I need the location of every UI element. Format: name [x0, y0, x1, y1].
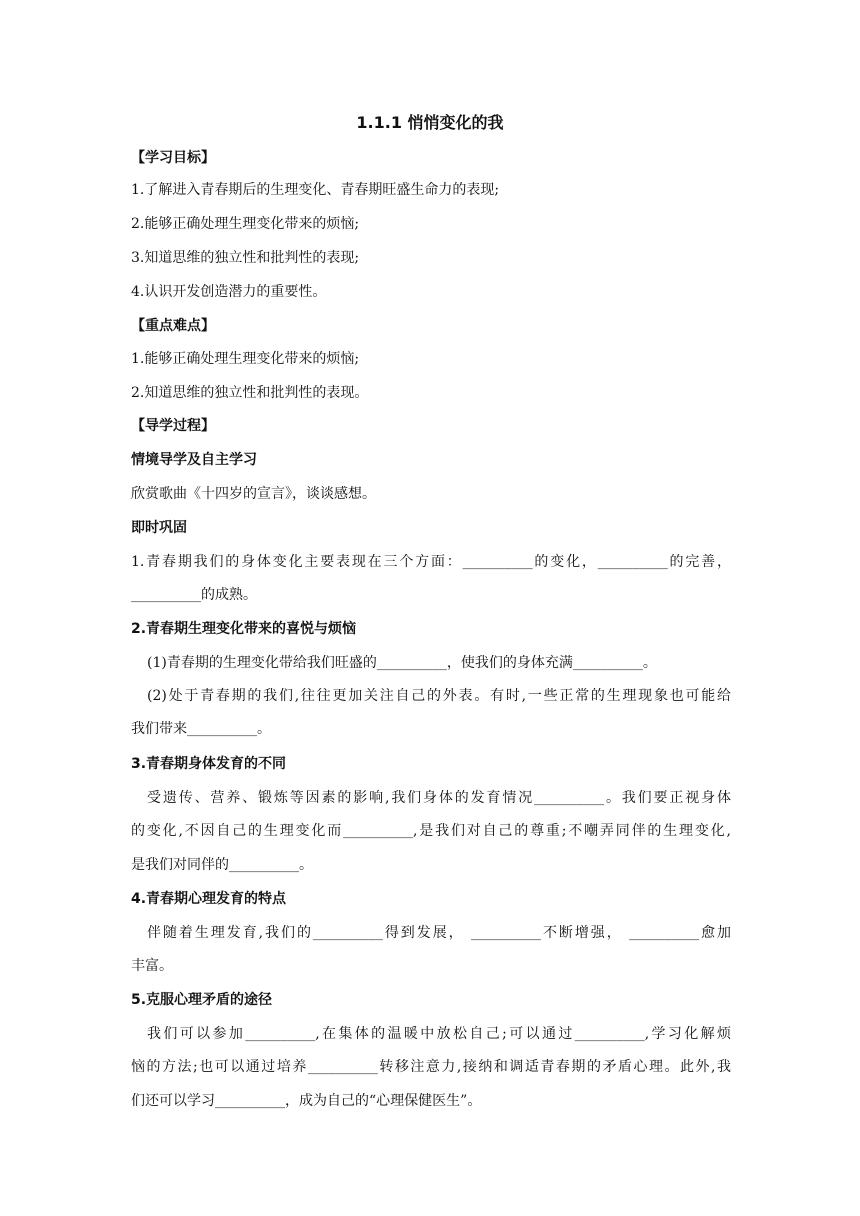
q2-paragraph-1: (1)青春期的生理变化带给我们旺盛的__________，使我们的身体充满__________。 — [147, 655, 657, 671]
key-point-item-1: 1.能够正确处理生理变化带来的烦恼; — [131, 351, 360, 367]
process-heading: 【导学过程】 — [131, 418, 215, 434]
q4-line-1: 伴随着生理发育,我们的__________得到发展， __________不断增强， __________愈加 — [147, 925, 731, 941]
q1-line-1: 1.青春期我们的身体变化主要表现在三个方面：__________的变化，__________的完善， — [131, 554, 731, 570]
q3-heading: 3.青春期身体发育的不同 — [131, 756, 287, 772]
q4-line-2: 丰富。 — [131, 958, 173, 974]
q4-heading: 4.青春期心理发育的特点 — [131, 891, 287, 907]
q3-line-3: 是我们对同伴的__________。 — [131, 857, 313, 873]
goal-item-1: 1.了解进入青春期后的生理变化、青春期旺盛生命力的表现; — [131, 182, 500, 198]
key-point-item-2: 2.知道思维的独立性和批判性的表现。 — [131, 385, 369, 401]
q2-paragraph-2-line-2: 我们带来__________。 — [131, 721, 271, 737]
consolidate-heading: 即时巩固 — [131, 520, 187, 536]
q3-line-2: 的变化,不因自己的生理变化而__________,是我们对自己的尊重;不嘲弄同伴的生理变化, — [131, 823, 731, 839]
situation-heading: 情境导学及自主学习 — [131, 452, 257, 468]
goal-item-3: 3.知道思维的独立性和批判性的表现; — [131, 250, 360, 266]
q2-paragraph-2-line-1: (2)处于青春期的我们,往往更加关注自己的外表。有时,一些正常的生理现象也可能给 — [147, 688, 731, 704]
q1-line-2: __________的成熟。 — [131, 587, 257, 603]
key-points-heading: 【重点难点】 — [131, 318, 215, 334]
page-title: 1.1.1 悄悄变化的我 — [356, 113, 504, 132]
goal-item-4: 4.认识开发创造潜力的重要性。 — [131, 284, 327, 300]
q3-line-1: 受遗传、营养、锻炼等因素的影响,我们身体的发育情况__________。我们要正视身体 — [147, 790, 731, 806]
q5-heading: 5.克服心理矛盾的途径 — [131, 992, 273, 1008]
goal-item-2: 2.能够正确处理生理变化带来的烦恼; — [131, 216, 360, 232]
q5-line-2: 恼的方法;也可以通过培养__________转移注意力,接纳和调适青春期的矛盾心理。此外,我 — [131, 1059, 731, 1075]
q5-line-3: 们还可以学习__________，成为自己的“心理保健医生”。 — [131, 1093, 482, 1109]
q5-line-1: 我们可以参加__________,在集体的温暖中放松自己;可以通过__________,学习化解烦 — [147, 1026, 731, 1042]
q2-heading: 2.青春期生理变化带来的喜悦与烦恼 — [131, 621, 357, 637]
situation-text: 欣赏歌曲《十四岁的宣言》，谈谈感想。 — [131, 486, 376, 502]
goals-heading: 【学习目标】 — [131, 150, 215, 166]
